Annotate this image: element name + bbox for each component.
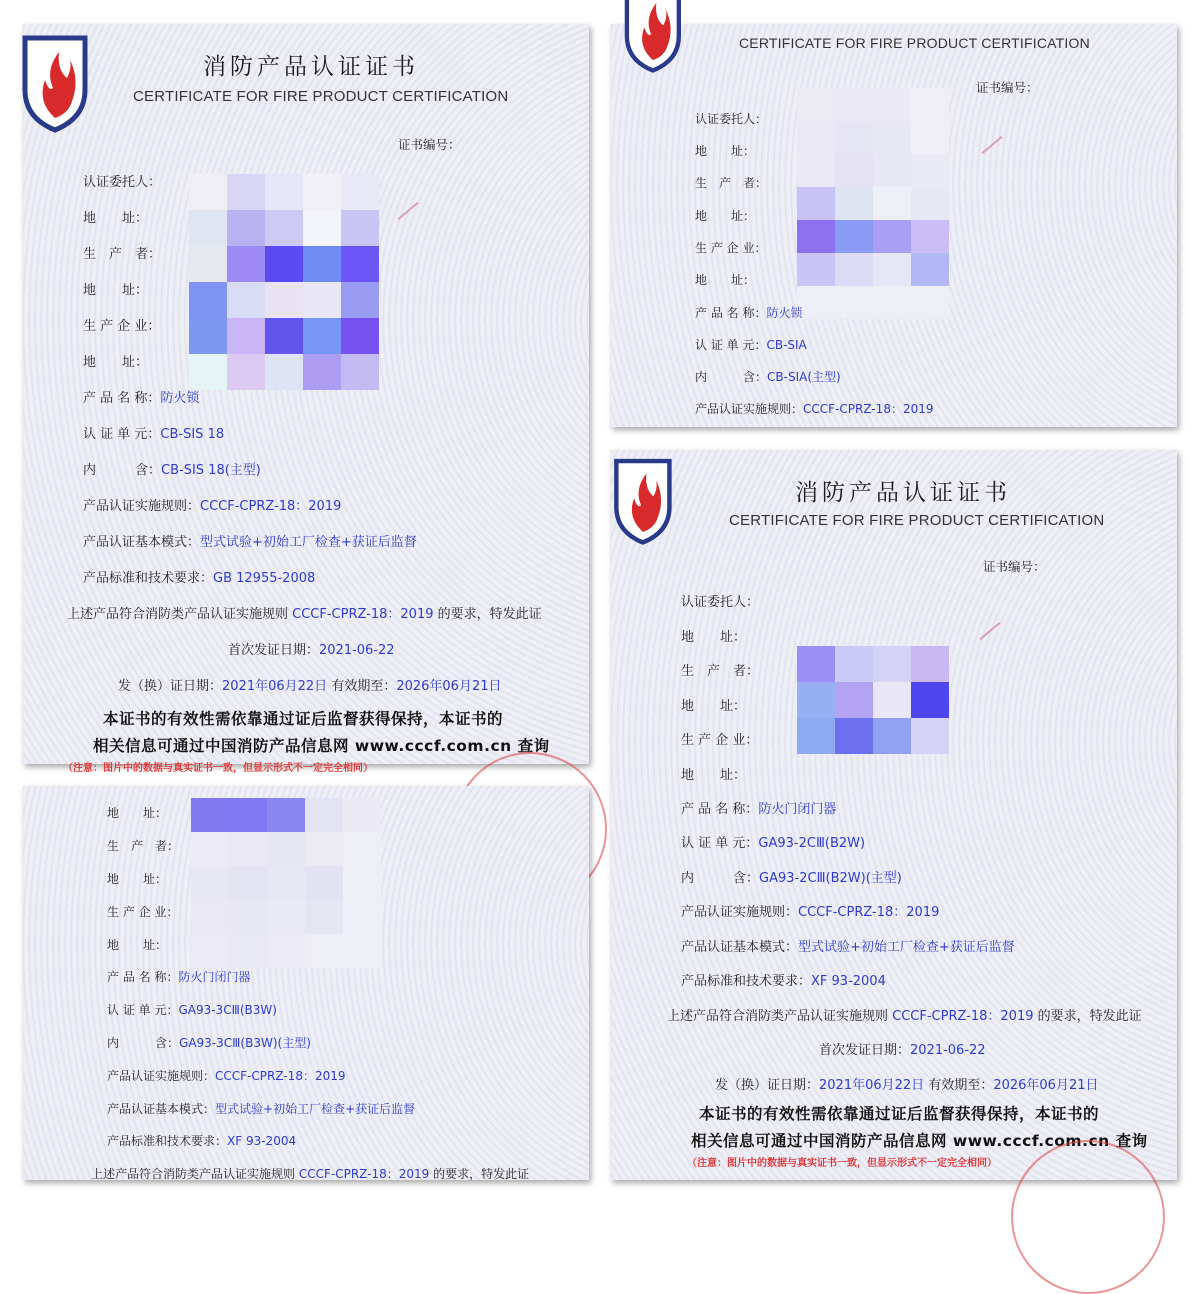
- row-enterprise: 生 产 企 业：: [107, 905, 179, 919]
- row-address-1: 地 址：: [107, 806, 168, 820]
- rule-value: CCCF-CPRZ-18：2019: [803, 402, 934, 416]
- label-product-name: 产 品 名 称：: [83, 391, 161, 406]
- row-standard: 产品标准和技术要求：XF 93-2004: [107, 1134, 297, 1148]
- row-standard: 产品标准和技术要求：XF 93-2004: [681, 974, 886, 989]
- label-standard: 产品标准和技术要求：: [83, 571, 214, 586]
- label-producer: 生 产 者：: [83, 247, 162, 262]
- row-address-2: [83, 279, 148, 298]
- row-contains: 内 含：GA93-2CⅢ(B2W)(主型): [681, 871, 902, 886]
- unit-value: GA93-2CⅢ(B2W): [758, 836, 866, 851]
- en-title: CERTIFICATE FOR FIRE PRODUCT CERTIFICATION: [133, 88, 509, 105]
- label-mode: 产品认证基本模式：: [83, 535, 201, 550]
- row-producer: 生 产 者：: [107, 839, 180, 853]
- mode-value: 型式试验+初始工厂检查+获证后监督: [798, 940, 1015, 955]
- row-client: [83, 171, 161, 190]
- rule-value: CCCF-CPRZ-18：2019: [798, 905, 940, 920]
- mode-value: 型式试验+初始工厂检查+获证后监督: [200, 535, 417, 550]
- row-enterprise: 生 产 企 业：: [695, 241, 767, 255]
- validity-line-1: 本证书的有效性需依靠通过证后监督获得保持，本证书的: [103, 710, 504, 728]
- label-address: 地 址：: [83, 211, 149, 226]
- note-text: （注意：图片中的数据与真实证书一致，但显示形式不一定完全相同）: [687, 1158, 997, 1169]
- row-enterprise: 生 产 企 业：: [681, 733, 759, 748]
- product-name-value: 防火锁: [160, 391, 200, 406]
- row-producer: [83, 243, 161, 262]
- row-address-2: 地 址：: [695, 209, 756, 223]
- row-mode: 产品认证基本模式：型式试验+初始工厂检查+获证后监督: [107, 1102, 416, 1116]
- row-address-3: 地 址：: [681, 768, 747, 783]
- signature-mark: [981, 136, 1002, 154]
- conformity-statement: 上述产品符合消防类产品认证实施规则 CCCF-CPRZ-18：2019 的要求，特发此证: [667, 1009, 1142, 1024]
- note-text: （注意：图片中的数据与真实证书一致，但显示形式不一定完全相同）: [63, 763, 373, 774]
- signature-mark: [979, 622, 1000, 640]
- row-rule: [83, 495, 341, 514]
- issue-validity-dates: 发（换）证日期：2021年06月22日 有效期至：2026年06月21日: [715, 1078, 1099, 1093]
- validity-line-2: 相关信息可通过中国消防产品信息网 www.cccf.com.cn 查询: [93, 737, 550, 755]
- label-enterprise: 生 产 企 业：: [83, 319, 161, 334]
- red-seal: [1011, 1140, 1165, 1294]
- cn-title: 消防产品认证证书: [795, 480, 1011, 506]
- row-rule: 产品认证实施规则：CCCF-CPRZ-18：2019: [681, 905, 940, 920]
- redacted-mosaic: [191, 798, 381, 968]
- rule-value: CCCF-CPRZ-18：2019: [215, 1069, 346, 1083]
- standard-value: XF 93-2004: [811, 974, 886, 989]
- row-mode: 产品认证基本模式：型式试验+初始工厂检查+获证后监督: [681, 940, 1015, 955]
- row-product-name: 产 品 名 称：防火门闭门器: [681, 802, 837, 817]
- contains-value: GA93-3CⅢ(B3W)(主型): [179, 1036, 311, 1050]
- row-contains: 内 含：CB-SIA(主型): [695, 370, 841, 384]
- row-rule: 产品认证实施规则：CCCF-CPRZ-18：2019: [695, 402, 934, 416]
- product-name-value: 防火门闭门器: [758, 802, 837, 817]
- row-unit: 认 证 单 元：GA93-3CⅢ(B3W): [107, 1003, 277, 1017]
- label-unit: 认 证 单 元：: [83, 427, 161, 442]
- product-name-value: 防火门闭门器: [178, 970, 251, 984]
- label-rule: 产品认证实施规则：: [83, 499, 201, 514]
- validity-line-2: 相关信息可通过中国消防产品信息网 www.cccf.com.cn 查询: [691, 1132, 1148, 1150]
- row-contains: 内 含：GA93-3CⅢ(B3W)(主型): [107, 1036, 311, 1050]
- row-address-3: [83, 351, 148, 370]
- row-address-3: 地 址：: [695, 273, 756, 287]
- row-address-1: 地 址：: [681, 630, 747, 645]
- row-standard: [83, 567, 315, 586]
- unit-value: CB-SIA: [766, 338, 807, 352]
- standard-value: XF 93-2004: [227, 1134, 297, 1148]
- certificate-panel-1: [23, 24, 589, 774]
- row-unit: [83, 423, 224, 442]
- redacted-mosaic: [797, 88, 949, 319]
- en-title: CERTIFICATE FOR FIRE PRODUCT CERTIFICATION: [739, 35, 1090, 51]
- unit-value: GA93-3CⅢ(B3W): [178, 1003, 277, 1017]
- row-address-2: 地 址：: [681, 699, 747, 714]
- certificate-panel-3: [23, 786, 589, 1180]
- issue-validity-dates: 发（换）证日期：2021年06月22日 有效期至：2026年06月21日: [118, 679, 502, 694]
- rule-value: CCCF-CPRZ-18：2019: [200, 499, 342, 514]
- row-product-name: 产 品 名 称：防火锁: [695, 306, 803, 320]
- product-name-value: 防火锁: [766, 306, 803, 320]
- validity-line-1: 本证书的有效性需依靠通过证后监督获得保持，本证书的: [699, 1105, 1100, 1123]
- cn-title: 消防产品认证证书: [203, 54, 419, 80]
- row-producer: 生 产 者：: [695, 176, 768, 190]
- row-contains: [83, 459, 261, 478]
- row-client: 认证委托人：: [681, 595, 760, 610]
- label-address: 地 址：: [83, 283, 149, 298]
- label-contains: 内 含：: [83, 463, 162, 478]
- redacted-mosaic: [189, 174, 379, 390]
- label-address: 地 址：: [83, 355, 149, 370]
- redacted-mosaic: [797, 646, 949, 754]
- conformity-statement: 上述产品符合消防类产品认证实施规则 CCCF-CPRZ-18：2019 的要求，特发此证: [91, 1167, 530, 1181]
- label-client: 认证委托人：: [83, 175, 162, 190]
- row-unit: 认 证 单 元：GA93-2CⅢ(B2W): [681, 836, 866, 851]
- row-address-3: 地 址：: [107, 938, 168, 952]
- cert-no-label: 证书编号：: [398, 137, 461, 152]
- signature-mark: [397, 202, 418, 220]
- row-unit: 认 证 单 元：CB-SIA: [695, 338, 807, 352]
- certificate-panel-4: [611, 450, 1177, 1180]
- row-enterprise: [83, 315, 160, 334]
- fire-emblem-icon: [607, 454, 677, 546]
- standard-value: GB 12955-2008: [213, 571, 316, 586]
- conformity-statement: 上述产品符合消防类产品认证实施规则 CCCF-CPRZ-18：2019 的要求，特发此证: [67, 607, 542, 622]
- row-product-name: 产 品 名 称：防火门闭门器: [107, 970, 251, 984]
- row-client: 认证委托人：: [695, 112, 768, 126]
- cert-no-label: 证书编号：: [983, 559, 1046, 574]
- fire-emblem-icon: [617, 0, 687, 74]
- certificate-panel-2: [611, 24, 1177, 427]
- fire-emblem-icon: [15, 30, 93, 134]
- row-product-name: [83, 387, 199, 406]
- en-title: CERTIFICATE FOR FIRE PRODUCT CERTIFICATION: [729, 512, 1105, 529]
- unit-value: CB-SIS 18: [160, 427, 225, 442]
- row-producer: 生 产 者：: [681, 664, 760, 679]
- contains-value: CB-SIS 18(主型): [161, 463, 261, 478]
- first-issue-date: 首次发证日期：2021-06-22: [228, 643, 395, 658]
- row-address-2: 地 址：: [107, 872, 168, 886]
- row-mode: [83, 531, 417, 550]
- cert-no-label: 证书编号：: [976, 80, 1039, 95]
- row-address-1: 地 址：: [695, 144, 756, 158]
- row-rule: 产品认证实施规则：CCCF-CPRZ-18：2019: [107, 1069, 346, 1083]
- contains-value: CB-SIA(主型): [767, 370, 841, 384]
- mode-value: 型式试验+初始工厂检查+获证后监督: [215, 1102, 416, 1116]
- first-issue-date: 首次发证日期：2021-06-22: [819, 1043, 986, 1058]
- contains-value: GA93-2CⅢ(B2W)(主型): [759, 871, 902, 886]
- row-address-1: [83, 207, 148, 226]
